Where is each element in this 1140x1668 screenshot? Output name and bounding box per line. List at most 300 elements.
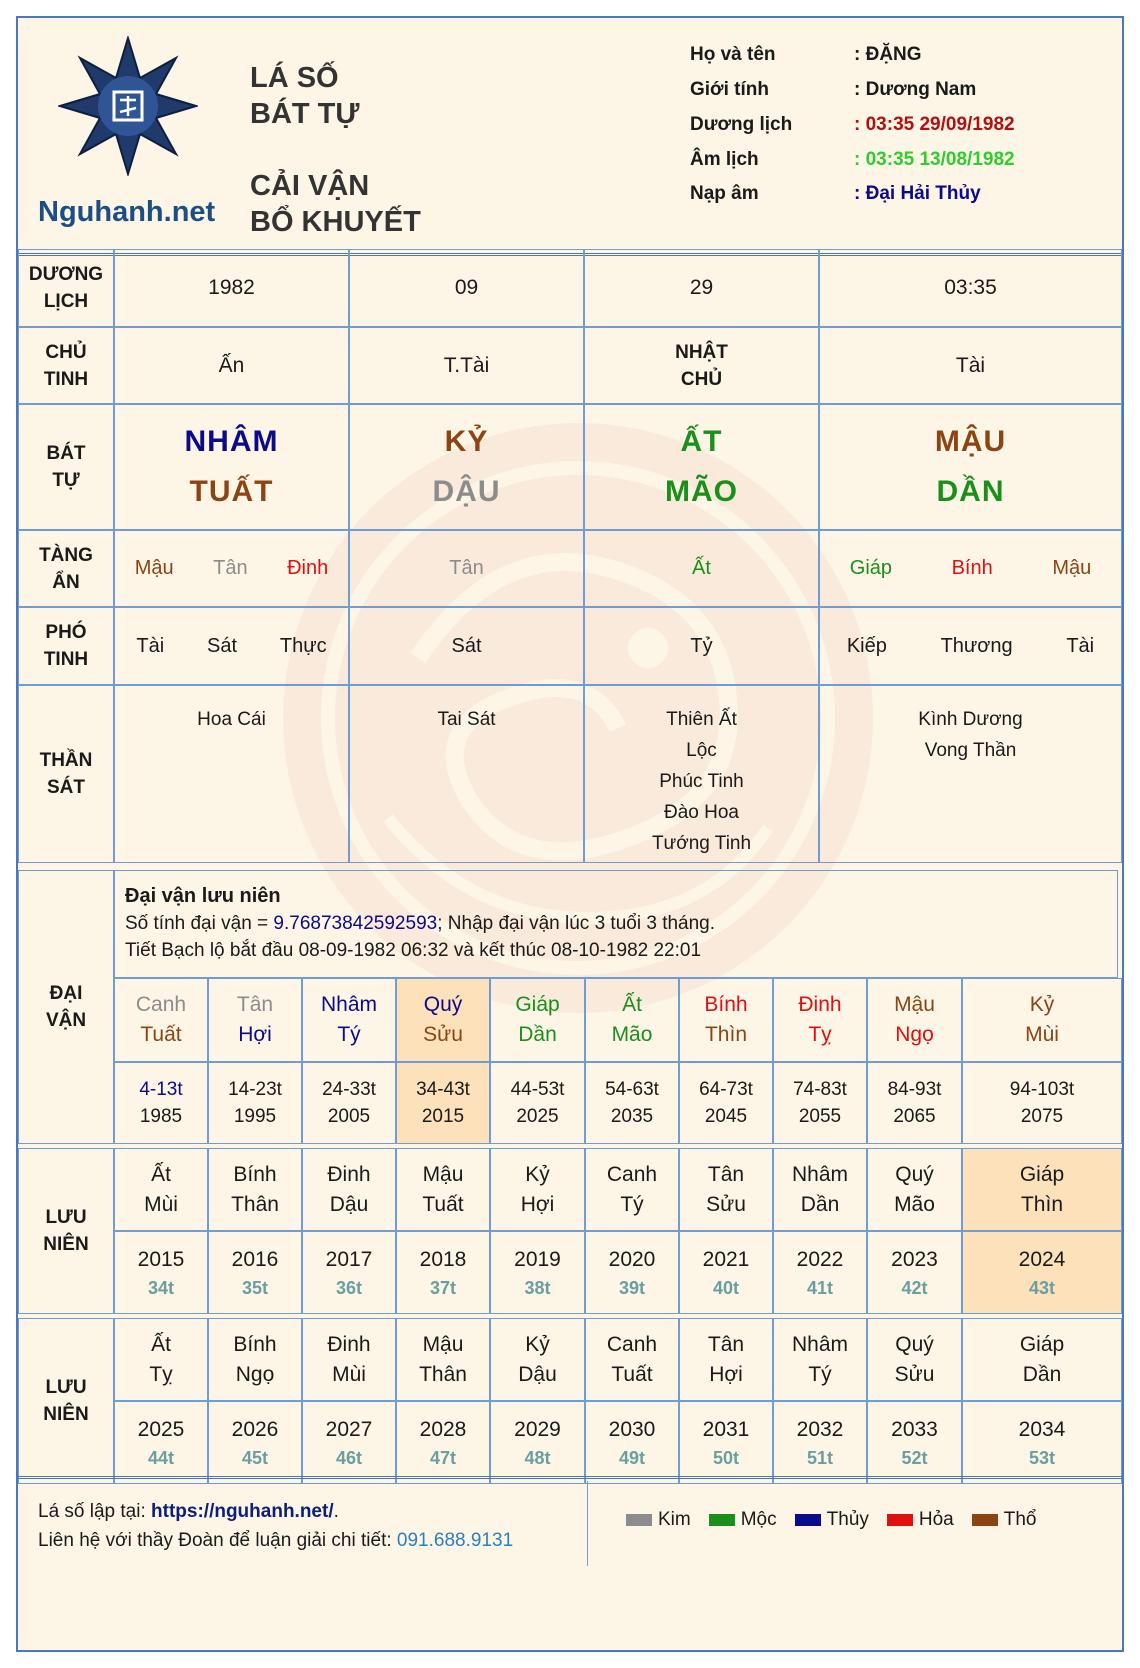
info-label: Âm lịch	[690, 149, 759, 170]
legend-label: Kim	[658, 1509, 691, 1530]
luu-nien-can: Tân	[707, 1332, 745, 1356]
than-sat-item: Lộc	[686, 740, 717, 761]
made-at-prefix: Lá số lập tại:	[38, 1501, 152, 1522]
tang-an-group	[585, 557, 818, 580]
luu-nien-can: Mậu	[422, 1162, 464, 1186]
dai-van-title: Đại vận lưu niên	[125, 885, 281, 907]
luu-nien-can: Nhâm	[791, 1162, 849, 1186]
row-label-line2: ẨN	[52, 571, 80, 593]
dai-van-pillar	[490, 978, 585, 1062]
luu-nien-can: Bính	[233, 1332, 277, 1356]
dai-van-can: Mậu	[894, 993, 935, 1016]
dai-van-chi: Ngọ	[895, 1023, 934, 1046]
thien-can: ẤT	[680, 425, 723, 458]
cell-bat_tu-1	[349, 404, 584, 530]
row-label-line1: TÀNG	[39, 544, 93, 566]
luu-nien-pillar	[867, 1318, 962, 1401]
row-label-chu_tinh	[18, 327, 114, 404]
legend-item	[626, 1509, 691, 1531]
luu-nien-year-cell	[490, 1401, 585, 1484]
luu-nien-year-cell	[396, 1231, 490, 1314]
dai-van-can: Nhâm	[320, 993, 378, 1016]
luu-nien-age: 36t	[335, 1277, 362, 1298]
luu-nien-year-cell	[585, 1401, 679, 1484]
hidden-stem: Bính	[951, 557, 993, 579]
luu-nien-can: Nhâm	[791, 1332, 849, 1356]
cell-chu_tinh-0	[114, 327, 349, 404]
chart-header	[18, 18, 1122, 256]
dai-van-period	[396, 1062, 490, 1144]
duong-lich-value: 1982	[208, 276, 255, 299]
luu-nien-year: 2026	[231, 1417, 279, 1441]
pho-tinh-group	[585, 635, 818, 658]
luu-nien-year: 2030	[608, 1417, 656, 1441]
tang-an-group	[820, 557, 1121, 580]
luu-nien-year-cell	[114, 1231, 208, 1314]
dai-van-chi: Tỵ	[808, 1023, 832, 1046]
dai-van-chi: Thìn	[704, 1023, 748, 1046]
dharma-star-icon	[58, 36, 198, 176]
row-label-line1: BÁT	[46, 443, 86, 464]
luu-nien-pillar	[302, 1318, 396, 1401]
row-label-dai-van	[18, 870, 114, 1144]
dai-van-pillar	[396, 978, 490, 1062]
luu-nien-year: 2033	[891, 1417, 938, 1441]
luu-nien-can: Ất	[151, 1162, 171, 1186]
luu-nien-chi: Mùi	[144, 1192, 178, 1216]
made-at-line	[38, 1497, 567, 1526]
row-label-line1: CHỦ	[45, 341, 87, 363]
luu-nien-year-cell	[867, 1401, 962, 1484]
row-label-line2: TỰ	[52, 470, 80, 491]
luu-nien-year: 2031	[702, 1417, 750, 1441]
luu-nien-year: 2032	[796, 1417, 844, 1441]
dai-van-year: 2025	[516, 1106, 559, 1127]
luu-nien-year: 2018	[419, 1247, 467, 1271]
luu-nien-chi: Tỵ	[149, 1362, 173, 1386]
dai-van-can: Quý	[423, 993, 463, 1016]
hidden-stem: Mậu	[1052, 557, 1092, 579]
cell-chu_tinh-2	[584, 327, 819, 404]
luu-nien-pillar	[302, 1148, 396, 1231]
pho-tinh-group	[350, 635, 583, 658]
luu-nien-pillar	[867, 1148, 962, 1231]
cell-duong_lich-1	[349, 249, 584, 327]
legend-label: Mộc	[740, 1509, 777, 1530]
info-label: Dương lịch	[690, 114, 793, 135]
pho-tinh-item: Tỷ	[690, 634, 713, 657]
luu-nien-can: Giáp	[1019, 1162, 1065, 1186]
luu-nien-chi: Tý	[808, 1362, 832, 1386]
legend-swatch-icon	[795, 1514, 821, 1526]
thien-can: NHÂM	[184, 425, 279, 458]
dai-van-year: 2075	[1020, 1106, 1064, 1127]
dai-van-period	[114, 1062, 208, 1144]
cell-tang_an-1	[349, 530, 584, 607]
row-label-line2: TINH	[43, 649, 89, 670]
than-sat-item: Thiên Ất	[666, 709, 737, 730]
luu-nien-chi: Dậu	[518, 1362, 557, 1386]
luu-nien-pillar	[396, 1148, 490, 1231]
luu-nien-age: 42t	[901, 1277, 928, 1298]
luu-nien-chi: Hợi	[709, 1362, 743, 1386]
dai-van-year: 2005	[327, 1106, 371, 1127]
luu-nien-age: 37t	[429, 1277, 456, 1298]
nhat-chu-line1: NHẬT	[675, 341, 728, 363]
luu-nien-year: 2017	[325, 1247, 373, 1271]
dia-chi: DẬU	[432, 475, 501, 508]
tang-an-group	[350, 557, 583, 580]
hidden-stem: Tân	[449, 557, 484, 579]
luu-nien-chi: Mão	[894, 1192, 935, 1216]
row-label-duong_lich	[18, 249, 114, 327]
cell-than_sat-0	[114, 685, 349, 863]
dai-van-pillar	[114, 978, 208, 1062]
luu-nien-pillar	[396, 1318, 490, 1401]
luu-nien-age: 47t	[429, 1447, 456, 1468]
info-value: : ĐẶNG	[854, 44, 922, 65]
luu-nien-age: 41t	[806, 1277, 833, 1298]
dai-van-age: 4-13t	[139, 1079, 183, 1100]
row-label-line2: SÁT	[47, 777, 85, 798]
cell-pho_tinh-3	[819, 607, 1122, 685]
dai-van-chi: Tuất	[140, 1023, 182, 1046]
than-sat-item: Tướng Tinh	[651, 833, 752, 854]
luu-nien-can: Quý	[895, 1332, 934, 1356]
hidden-stem: Tân	[213, 557, 248, 579]
luu-nien-chi: Tuất	[422, 1192, 464, 1216]
dai-van-can: Bính	[704, 993, 748, 1016]
dai-van-can: Kỷ	[1029, 993, 1055, 1016]
dai-van-info	[114, 870, 1118, 978]
legend-label: Thủy	[826, 1509, 869, 1530]
dai-van-pillar	[962, 978, 1122, 1062]
luu-nien-age: 35t	[241, 1277, 268, 1298]
row-label-than_sat	[18, 685, 114, 863]
luu-nien-year: 2024	[1018, 1247, 1066, 1271]
row-label-line1: LƯU	[45, 1207, 87, 1228]
luu-nien-can: Canh	[606, 1162, 658, 1186]
dai-van-age: 84-93t	[887, 1079, 942, 1100]
luu-nien-year: 2029	[514, 1417, 561, 1441]
legend-swatch-icon	[626, 1514, 652, 1526]
pho-tinh-group	[820, 635, 1121, 658]
luu-nien-chi: Ngọ	[235, 1362, 275, 1386]
luu-nien-year-cell	[679, 1231, 773, 1314]
chart-sheet	[16, 16, 1124, 1652]
info-label: Họ và tên	[690, 44, 776, 65]
dai-van-chi: Mão	[611, 1023, 653, 1046]
row-label-line2: NIÊN	[43, 1404, 89, 1425]
cell-pho_tinh-0	[114, 607, 349, 685]
pho-tinh-item: Sát	[207, 634, 238, 657]
luu-nien-year: 2019	[514, 1247, 561, 1271]
legend-swatch-icon	[709, 1514, 735, 1526]
so-tinh-line	[125, 910, 1107, 937]
dai-van-age: 54-63t	[605, 1079, 659, 1100]
dai-van-chi: Dần	[518, 1023, 557, 1046]
site-name: Nguhanh.net	[38, 196, 216, 228]
luu-nien-chi: Dậu	[329, 1192, 369, 1216]
luu-nien-age: 45t	[241, 1447, 268, 1468]
dai-van-can: Đinh	[798, 993, 842, 1016]
luu-nien-chi: Hợi	[520, 1192, 555, 1216]
pho-tinh-item: Tài	[1066, 634, 1095, 657]
info-label: Nạp âm	[690, 183, 759, 204]
luu-nien-age: 52t	[901, 1447, 928, 1468]
luu-nien-can: Canh	[606, 1332, 658, 1356]
thien-can: MẬU	[934, 425, 1007, 458]
tiet-line: Tiết Bạch lộ bắt đầu 08-09-1982 06:32 và kết thúc 08-10-1982 22:01	[125, 940, 702, 961]
luu-nien-pillar	[585, 1318, 679, 1401]
row-label-line1: ĐẠI	[49, 983, 83, 1004]
dai-van-age: 34-43t	[416, 1079, 470, 1100]
dai-van-age: 44-53t	[510, 1079, 565, 1100]
nhat-chu-line2: CHỦ	[680, 368, 723, 390]
luu-nien-year: 2022	[796, 1247, 844, 1271]
row-label-line2: NIÊN	[43, 1234, 89, 1255]
luu-nien-can: Quý	[895, 1162, 934, 1186]
luu-nien-year: 2034	[1018, 1417, 1066, 1441]
luu-nien-age: 48t	[524, 1447, 551, 1468]
luu-nien-can: Bính	[233, 1162, 277, 1186]
dai-van-chi: Mùi	[1025, 1023, 1059, 1046]
luu-nien-age: 43t	[1028, 1277, 1055, 1298]
luu-nien-chi: Sửu	[894, 1362, 935, 1386]
luu-nien-pillar	[679, 1318, 773, 1401]
cell-than_sat-1	[349, 685, 584, 863]
luu-nien-year-cell	[114, 1401, 208, 1484]
chu-tinh-value: Ấn	[218, 353, 245, 377]
luu-nien-year-cell	[208, 1401, 302, 1484]
row-label-line1: LƯU	[45, 1377, 87, 1398]
title-line-3: CẢI VẬN	[250, 170, 370, 202]
dai-van-pillar	[773, 978, 867, 1062]
luu-nien-can: Đinh	[327, 1332, 371, 1356]
cell-tang_an-3	[819, 530, 1122, 607]
dai-van-pillar	[585, 978, 679, 1062]
luu-nien-year-cell	[773, 1401, 867, 1484]
dai-van-chi: Sửu	[423, 1023, 463, 1046]
dai-van-year: 2015	[421, 1106, 465, 1127]
info-value: : Đại Hải Thủy	[854, 183, 981, 204]
row-label-luu-nien	[18, 1148, 114, 1314]
luu-nien-pillar	[208, 1318, 302, 1401]
dai-van-age: 14-23t	[228, 1079, 282, 1100]
pho-tinh-item: Thực	[279, 634, 327, 657]
luu-nien-pillar	[208, 1148, 302, 1231]
contact-prefix: Liên hệ với thầy Đoàn để luận giải chi tiết:	[38, 1530, 397, 1551]
info-value: : Dương Nam	[854, 79, 977, 100]
cell-duong_lich-0	[114, 249, 349, 327]
luu-nien-year-cell	[396, 1401, 490, 1484]
luu-nien-can: Mậu	[422, 1332, 464, 1356]
chu-tinh-value: Tài	[955, 353, 986, 377]
than-sat-item: Vong Thần	[924, 740, 1017, 761]
luu-nien-chi: Tý	[620, 1192, 644, 1216]
luu-nien-year-cell	[962, 1231, 1122, 1314]
luu-nien-age: 34t	[147, 1277, 174, 1298]
pho-tinh-item: Kiếp	[846, 634, 887, 657]
row-label-line2: LỊCH	[43, 291, 89, 312]
luu-nien-year: 2028	[419, 1417, 467, 1441]
cell-tang_an-2	[584, 530, 819, 607]
luu-nien-chi: Thân	[231, 1192, 279, 1216]
luu-nien-pillar	[773, 1318, 867, 1401]
dai-van-period	[208, 1062, 302, 1144]
cell-pho_tinh-1	[349, 607, 584, 685]
row-label-luu-nien	[18, 1318, 114, 1484]
luu-nien-can: Ất	[151, 1332, 171, 1356]
luu-nien-year-cell	[962, 1401, 1122, 1484]
dai-van-year: 1995	[233, 1106, 277, 1127]
legend-swatch-icon	[887, 1514, 913, 1526]
footer-contact	[18, 1481, 588, 1566]
duong-lich-value: 29	[689, 276, 714, 299]
chu-tinh-value: T.Tài	[443, 353, 490, 377]
luu-nien-age: 53t	[1028, 1447, 1055, 1468]
title-line-2: BÁT TỰ	[250, 98, 360, 130]
dai-van-age: 64-73t	[699, 1079, 753, 1100]
info-value: : 03:35 13/08/1982	[854, 149, 1015, 170]
dai-van-period	[679, 1062, 773, 1144]
luu-nien-year-cell	[773, 1231, 867, 1314]
dai-van-year: 2035	[610, 1106, 654, 1127]
dai-van-year: 1985	[139, 1106, 183, 1127]
row-label-line1: PHÓ	[45, 622, 87, 643]
legend-item	[887, 1509, 954, 1531]
dia-chi: TUẤT	[189, 475, 274, 508]
dai-van-can: Ất	[622, 993, 642, 1016]
cell-pho_tinh-2	[584, 607, 819, 685]
duong-lich-value: 03:35	[944, 276, 997, 299]
dai-van-period	[867, 1062, 962, 1144]
luu-nien-chi: Thìn	[1020, 1192, 1064, 1216]
site-link[interactable]: https://nguhanh.net/	[151, 1501, 334, 1522]
than-sat-item: Tai Sát	[437, 709, 496, 730]
luu-nien-year: 2023	[891, 1247, 938, 1271]
luu-nien-age: 38t	[524, 1277, 551, 1298]
dai-van-period	[773, 1062, 867, 1144]
legend-item	[709, 1509, 777, 1531]
cell-duong_lich-2	[584, 249, 819, 327]
dai-van-chi: Tý	[337, 1023, 361, 1046]
luu-nien-year-cell	[867, 1231, 962, 1314]
dai-van-can: Giáp	[515, 993, 560, 1016]
cell-duong_lich-3	[819, 249, 1122, 327]
made-at-suffix: .	[333, 1501, 339, 1522]
luu-nien-can: Đinh	[327, 1162, 371, 1186]
info-value: : 03:35 29/09/1982	[854, 114, 1015, 135]
luu-nien-can: Giáp	[1019, 1332, 1065, 1356]
row-label-line1: THẦN	[39, 750, 93, 771]
luu-nien-pillar	[490, 1318, 585, 1401]
legend-label: Hỏa	[918, 1509, 954, 1530]
luu-nien-age: 50t	[712, 1447, 739, 1468]
luu-nien-pillar	[490, 1148, 585, 1231]
luu-nien-can: Kỷ	[525, 1332, 550, 1356]
so-tinh-value: 9.76873842592593	[273, 913, 438, 934]
luu-nien-year-cell	[302, 1401, 396, 1484]
luu-nien-chi: Mùi	[332, 1362, 366, 1386]
luu-nien-year-cell	[302, 1231, 396, 1314]
pho-tinh-item: Thương	[940, 634, 1013, 657]
row-label-tang_an	[18, 530, 114, 607]
dai-van-pillar	[302, 978, 396, 1062]
contact-line	[38, 1526, 567, 1555]
cell-bat_tu-0	[114, 404, 349, 530]
footer	[18, 1476, 1122, 1652]
luu-nien-chi: Dần	[1022, 1362, 1062, 1386]
luu-nien-year: 2027	[325, 1417, 373, 1441]
legend-swatch-icon	[972, 1514, 998, 1526]
luu-nien-pillar	[585, 1148, 679, 1231]
hidden-stem: Ất	[692, 557, 711, 579]
cell-than_sat-3	[819, 685, 1122, 863]
dai-van-pillar	[867, 978, 962, 1062]
than-sat-item: Phúc Tinh	[659, 771, 744, 792]
luu-nien-can: Kỷ	[525, 1162, 550, 1186]
dai-van-period	[962, 1062, 1122, 1144]
luu-nien-chi: Tuất	[611, 1362, 653, 1386]
luu-nien-year-cell	[208, 1231, 302, 1314]
hidden-stem: Đinh	[287, 557, 329, 579]
pho-tinh-group	[115, 635, 348, 658]
dai-van-age: 24-33t	[322, 1079, 376, 1100]
row-label-line1: DƯƠNG	[28, 264, 104, 285]
dai-van-year: 2055	[798, 1106, 842, 1127]
dai-van-age: 74-83t	[793, 1079, 847, 1100]
dai-van-pillar	[208, 978, 302, 1062]
cell-than_sat-2	[584, 685, 819, 863]
luu-nien-year: 2021	[702, 1247, 750, 1271]
luu-nien-year-cell	[490, 1231, 585, 1314]
luu-nien-pillar	[114, 1148, 208, 1231]
cell-chu_tinh-1	[349, 327, 584, 404]
dia-chi: DẦN	[936, 475, 1005, 508]
luu-nien-age: 40t	[712, 1277, 739, 1298]
dai-van-period	[585, 1062, 679, 1144]
luu-nien-pillar	[962, 1318, 1122, 1401]
cell-bat_tu-3	[819, 404, 1122, 530]
legend-item	[972, 1509, 1037, 1531]
info-label: Giới tính	[690, 79, 769, 100]
element-legend	[626, 1509, 1037, 1531]
luu-nien-age: 39t	[618, 1277, 645, 1298]
luu-nien-pillar	[114, 1318, 208, 1401]
luu-nien-age: 46t	[335, 1447, 362, 1468]
dai-van-year: 2045	[704, 1106, 748, 1127]
luu-nien-year-cell	[679, 1401, 773, 1484]
row-label-line2: VẬN	[45, 1010, 87, 1031]
hidden-stem: Giáp	[849, 557, 893, 579]
dai-van-age: 94-103t	[1009, 1079, 1075, 1100]
contact-phone-link[interactable]: 091.688.9131	[396, 1530, 514, 1551]
cell-bat_tu-2	[584, 404, 819, 530]
row-label-pho_tinh	[18, 607, 114, 685]
tang-an-group	[115, 557, 348, 580]
luu-nien-pillar	[962, 1148, 1122, 1231]
pho-tinh-item: Sát	[451, 634, 482, 657]
luu-nien-age: 49t	[618, 1447, 645, 1468]
dai-van-period	[490, 1062, 585, 1144]
dai-van-year: 2065	[893, 1106, 936, 1127]
luu-nien-age: 44t	[147, 1447, 174, 1468]
row-label-line2: TINH	[43, 368, 89, 390]
luu-nien-chi: Thân	[419, 1362, 467, 1386]
than-sat-item: Hoa Cái	[197, 709, 266, 730]
thien-can: KỶ	[444, 425, 489, 458]
